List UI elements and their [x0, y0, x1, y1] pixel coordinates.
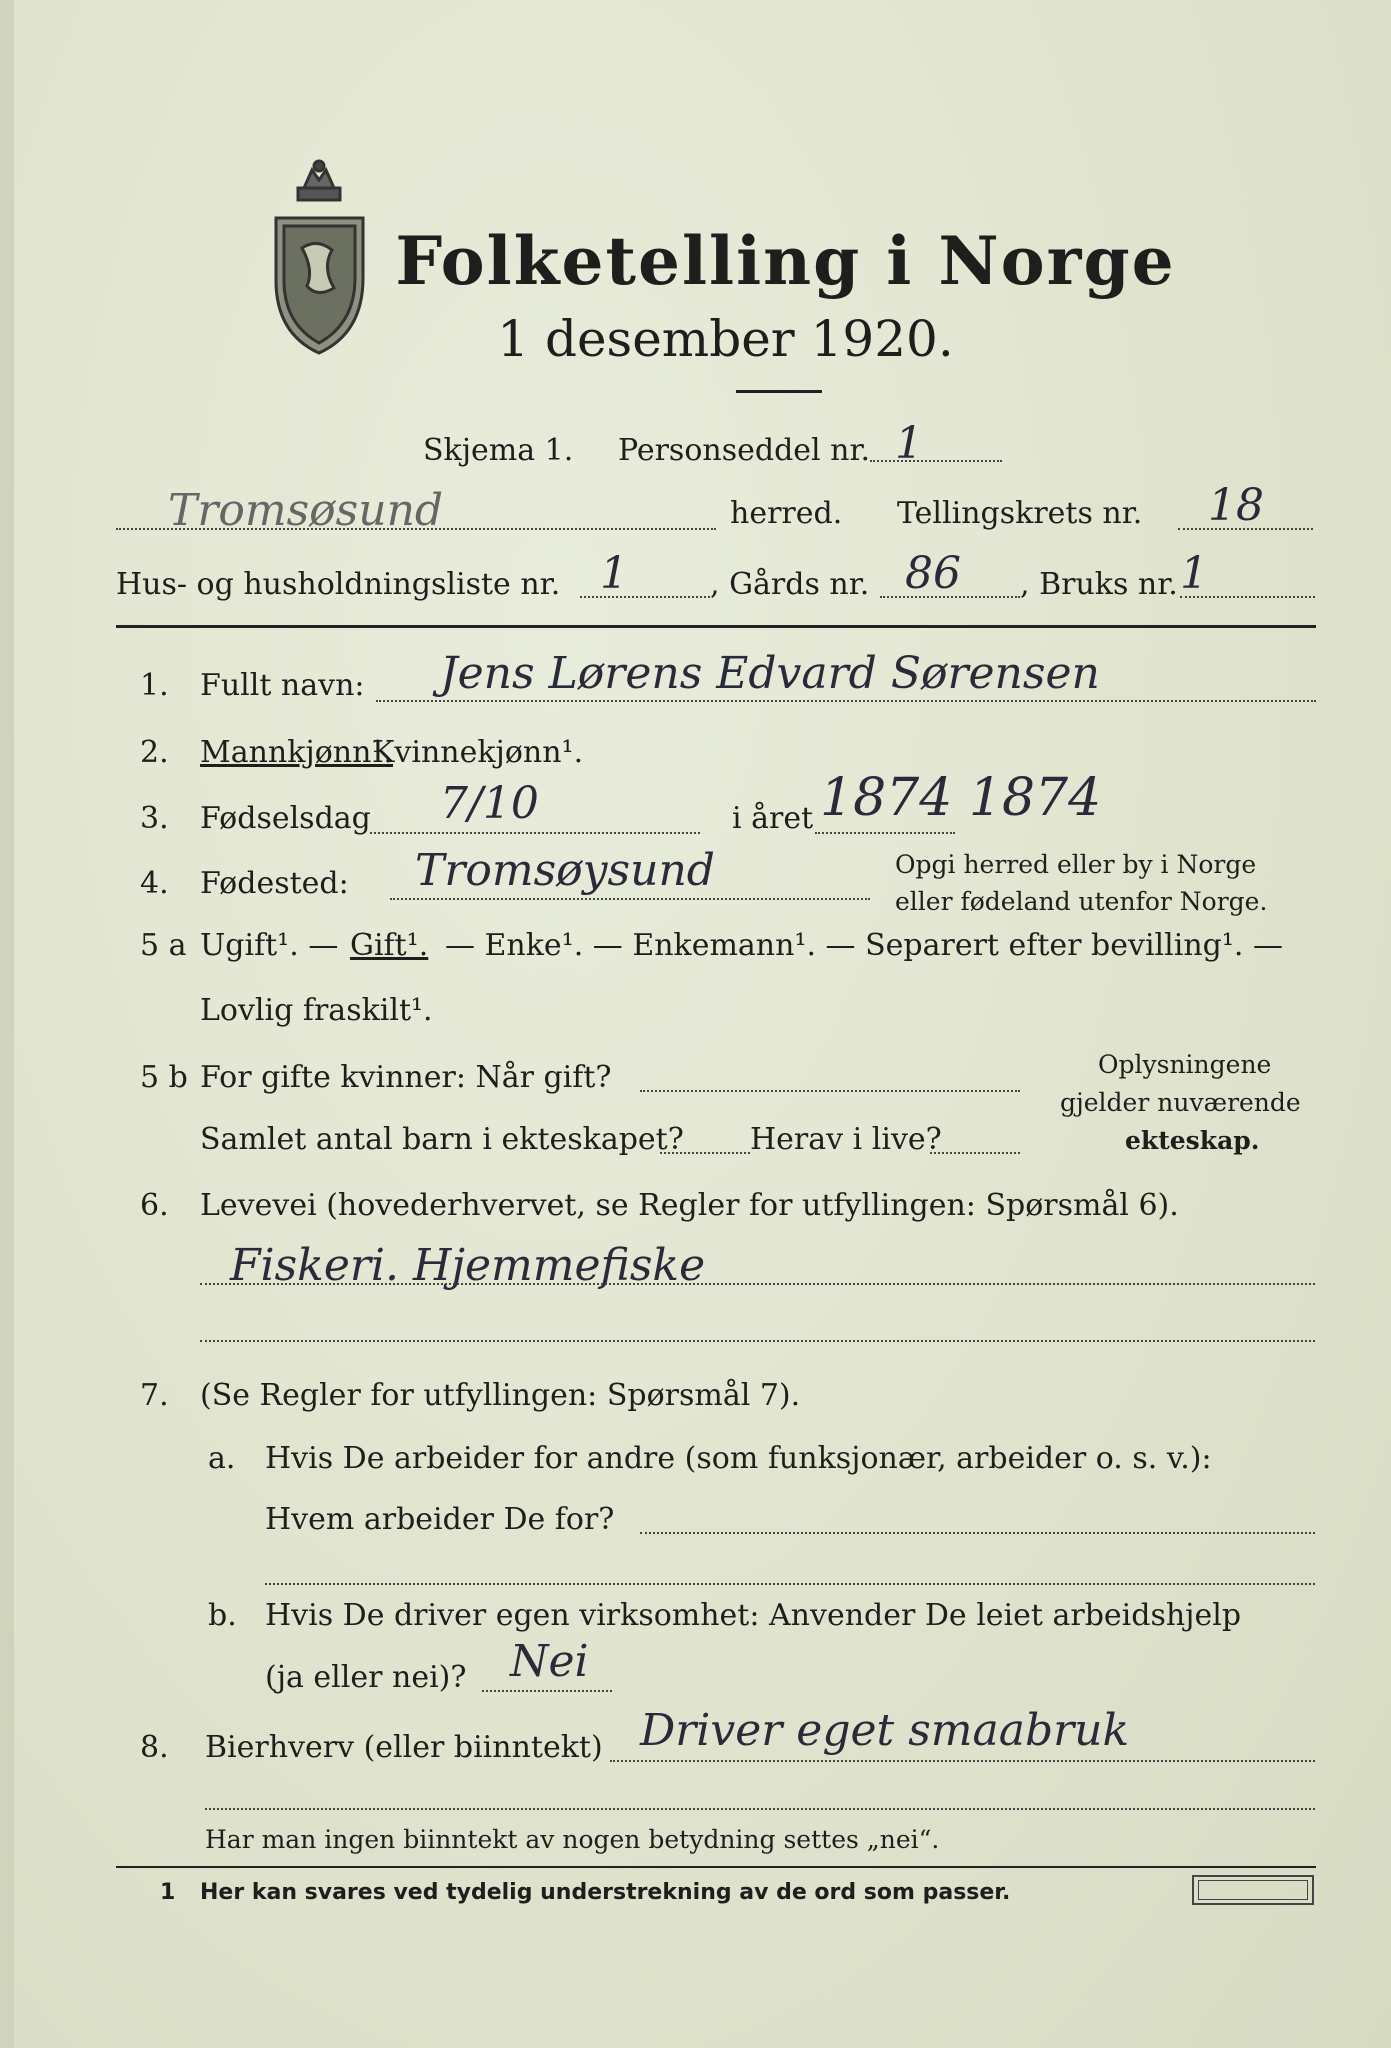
q3-number: 3.: [140, 801, 169, 836]
q1-number: 1.: [140, 668, 169, 703]
q6-label: Levevei (hovederhvervet, se Regler for utfyllingen: Spørsmål 6).: [200, 1188, 1179, 1223]
form-title: Folketelling i Norge: [395, 222, 1176, 300]
q5b-note-line-2: gjelder nuværende: [1060, 1088, 1301, 1117]
personseddel-field-line: [870, 460, 1002, 462]
q2-female-option: Kvinnekjønn¹.: [372, 735, 584, 770]
q1-field-line: [376, 700, 1316, 702]
q8-note: Har man ingen biinntekt av nogen betydning settes „nei“.: [205, 1825, 940, 1854]
q5b-herav-i-live-line: [930, 1152, 1020, 1154]
q5a-ugift: Ugift¹. —: [200, 928, 339, 963]
printer-stamp: [1192, 1875, 1314, 1905]
q6-field-line-1: [200, 1283, 1315, 1285]
q5b-nar-gift-line: [640, 1090, 1020, 1092]
q4-note-line-2: eller fødeland utenfor Norge.: [895, 887, 1268, 916]
footnote-text: Her kan svares ved tydelig understrekning av de ord som passer.: [200, 1880, 1011, 1905]
q5b-number: 5 b: [140, 1060, 188, 1095]
q5b-herav-i-live: Herav i live?: [750, 1122, 942, 1157]
q3-label: Fødselsdag: [200, 801, 371, 836]
q7-number: 7.: [140, 1378, 169, 1413]
bruks-label: , Bruks nr.: [1020, 567, 1178, 602]
husholdningsliste-label: Hus- og husholdningsliste nr.: [116, 567, 561, 602]
q7b-letter: b.: [208, 1598, 237, 1633]
gards-value: 86: [905, 548, 961, 599]
q8-value: Driver eget smaabruk: [640, 1705, 1130, 1756]
herred-label: herred.: [730, 496, 843, 531]
q5b-nar-gift: For gifte kvinner: Når gift?: [200, 1060, 612, 1095]
q7b-text: Hvis De driver egen virksomhet: Anvender De leiet arbeidshjelp: [265, 1598, 1242, 1633]
q7a-letter: a.: [208, 1441, 236, 1476]
q6-number: 6.: [140, 1188, 169, 1223]
section-divider: [116, 625, 1316, 628]
bruks-value: 1: [1180, 548, 1208, 599]
q8-label: Bierhverv (eller biinntekt): [205, 1730, 603, 1765]
q5b-note-line-3: ekteskap.: [1125, 1126, 1260, 1155]
husholdningsliste-value: 1: [600, 548, 628, 599]
q6-field-line-2: [200, 1340, 1315, 1342]
q4-field-line: [390, 898, 870, 900]
personseddel-value: 1: [895, 418, 923, 469]
title-divider: [736, 390, 822, 393]
q5a-fraskilt: Lovlig fraskilt¹.: [200, 993, 433, 1028]
q5a-number: 5 a: [140, 928, 187, 963]
q5a-others: — Enke¹. — Enkemann¹. — Separert efter bevilling¹. —: [445, 928, 1283, 963]
q5b-antal-barn-line: [660, 1152, 750, 1154]
q2-number: 2.: [140, 735, 169, 770]
q8-field-line-1: [610, 1760, 1315, 1762]
q5b-antal-barn: Samlet antal barn i ekteskapet?: [200, 1122, 684, 1157]
q7b-field-line: [482, 1690, 612, 1692]
q8-number: 8.: [140, 1730, 169, 1765]
q3-day-value: 7/10: [440, 778, 539, 829]
footnote-marker: 1: [160, 1880, 176, 1905]
q3-year-label: i året: [732, 801, 814, 836]
q3-year-value: 1874 1874: [820, 768, 1102, 828]
skjema-label: Skjema 1.: [423, 433, 574, 468]
personseddel-label: Personseddel nr.: [618, 433, 871, 468]
page-edge: [0, 0, 14, 2048]
q7a-field-line-2: [265, 1583, 1315, 1585]
q7-label: (Se Regler for utfyllingen: Spørsmål 7).: [200, 1378, 801, 1413]
q7a-hvem: Hvem arbeider De for?: [265, 1502, 615, 1537]
q2-male-option: Mannkjønn¹.: [200, 735, 393, 770]
q6-value: Fiskeri. Hjemmefiske: [230, 1240, 706, 1291]
q1-label: Fullt navn:: [200, 668, 365, 703]
q3-year-field-line: [815, 832, 955, 834]
form-date: 1 desember 1920.: [497, 310, 954, 368]
q7a-text: Hvis De arbeider for andre (som funksjonær, arbeider o. s. v.):: [265, 1441, 1212, 1476]
q1-value: Jens Lørens Edvard Sørensen: [440, 648, 1100, 699]
q8-field-line-2: [205, 1808, 1315, 1810]
tellingskrets-value: 18: [1208, 480, 1264, 531]
q7a-field-line-1: [640, 1532, 1315, 1534]
gards-label: , Gårds nr.: [710, 567, 870, 602]
q4-number: 4.: [140, 866, 169, 901]
footnote-divider: [116, 1866, 1316, 1868]
q4-label: Fødested:: [200, 866, 349, 901]
q7b-ja-nei: (ja eller nei)?: [265, 1660, 467, 1695]
tellingskrets-label: Tellingskrets nr.: [897, 496, 1143, 531]
herred-value: Tromsøsund: [168, 485, 444, 536]
q4-value: Tromsøysund: [415, 845, 715, 896]
q3-day-field-line: [370, 832, 700, 834]
q5b-note-line-1: Oplysningene: [1098, 1050, 1272, 1079]
q5a-gift: Gift¹.: [350, 928, 429, 963]
q7b-value: Nei: [510, 1636, 589, 1687]
q4-note-line-1: Opgi herred eller by i Norge: [895, 850, 1257, 879]
